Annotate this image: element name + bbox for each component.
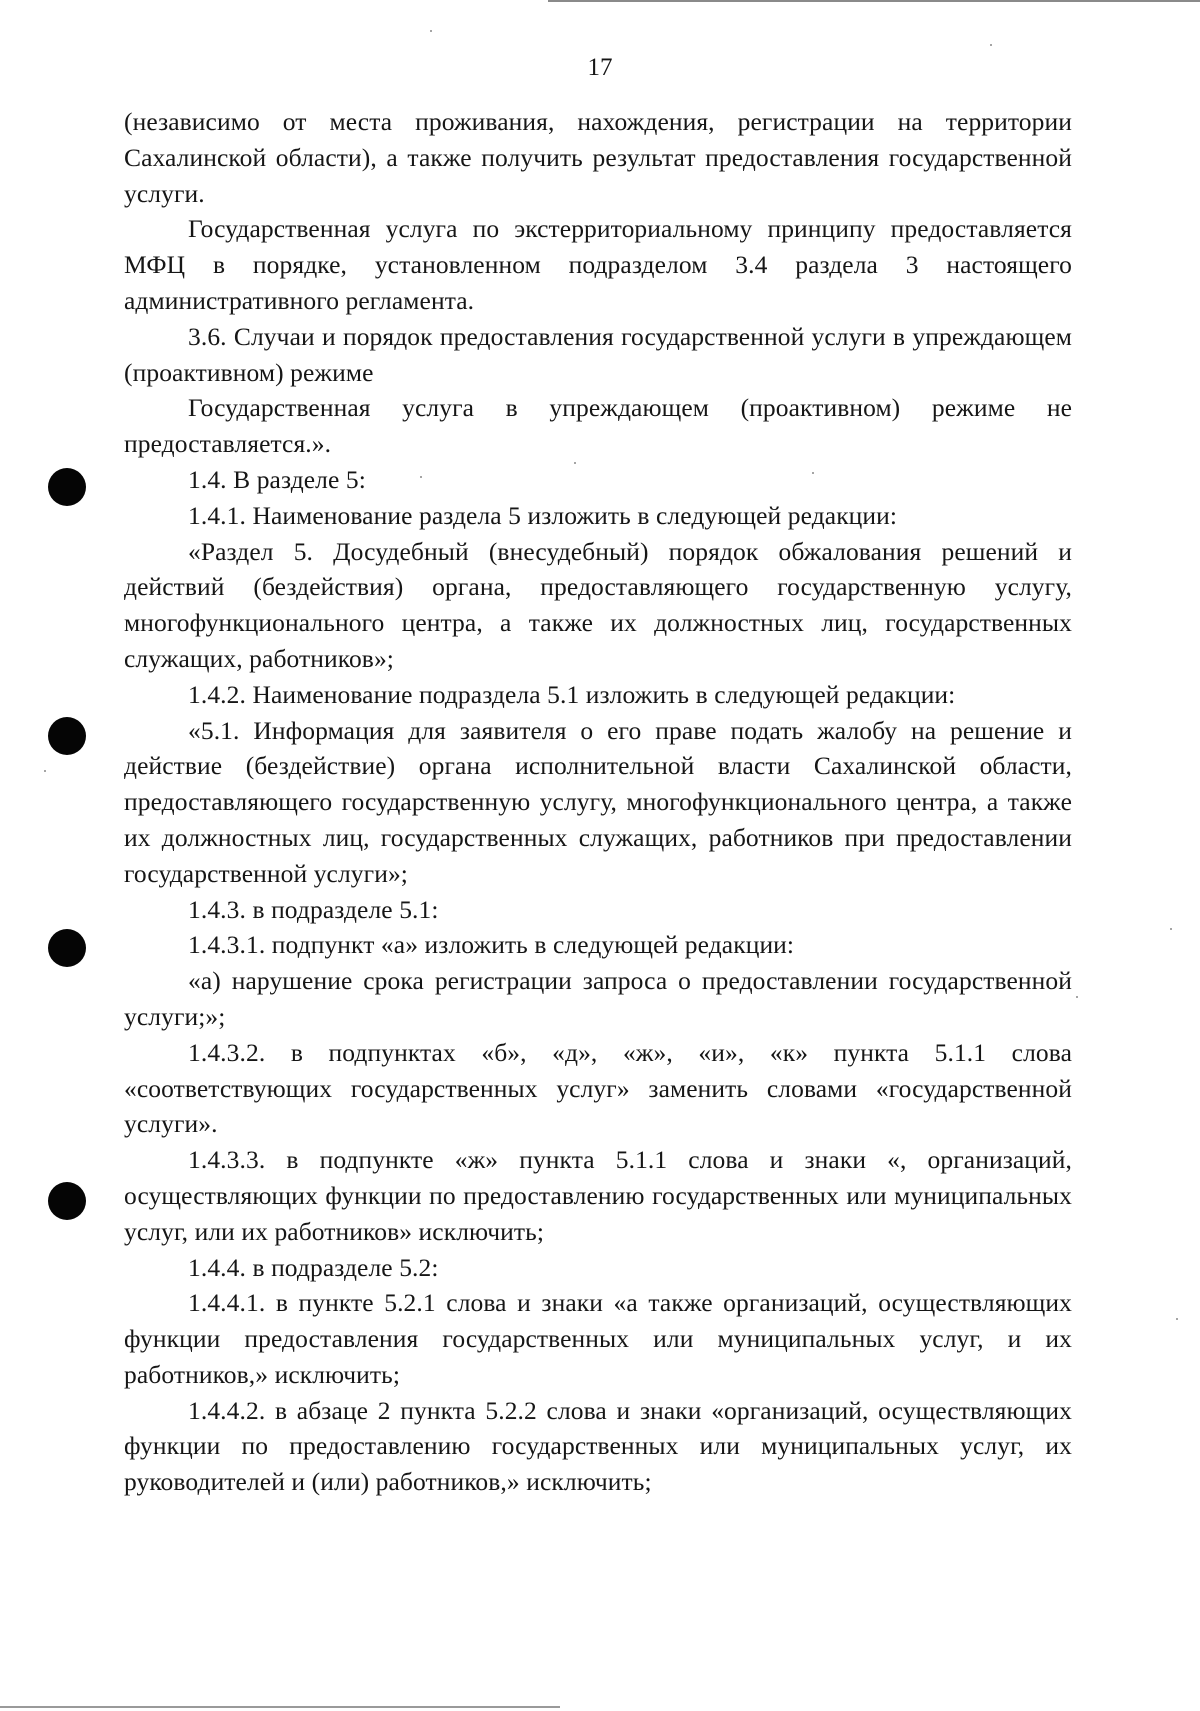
punch-hole bbox=[48, 717, 86, 755]
scan-speck bbox=[44, 770, 46, 772]
punch-hole bbox=[48, 1182, 86, 1220]
punch-hole bbox=[48, 929, 86, 967]
paragraph: 1.4.3.2. в подпунктах «б», «д», «ж», «и», «к» пункта 5.1.1 слова «соответствующих государственных услуг» заменить словами «государственной услуги». bbox=[124, 1037, 1072, 1139]
scan-speck bbox=[1176, 1318, 1178, 1320]
paragraph: 1.4.3. в подразделе 5.1: bbox=[188, 894, 439, 924]
scan-top-edge-line bbox=[548, 0, 1200, 2]
scan-speck bbox=[430, 30, 432, 32]
paragraph: «а) нарушение срока регистрации запроса о предоставлении государственной услуги;»; bbox=[124, 966, 1072, 1031]
paragraph: 1.4.3.1. подпункт «а» изложить в следующей редакции: bbox=[188, 930, 795, 960]
scan-speck bbox=[1076, 996, 1078, 998]
punch-hole bbox=[48, 468, 86, 506]
paragraph: Государственная услуга в упреждающем (проактивном) режиме не предоставляется.». bbox=[124, 393, 1072, 459]
paragraph: 1.4.4. в подразделе 5.2: bbox=[188, 1252, 439, 1282]
page-number: 17 bbox=[587, 54, 613, 81]
scan-bottom-edge-line bbox=[0, 1706, 560, 1708]
paragraph: 1.4.2. Наименование подраздела 5.1 изложить в следующей редакции: bbox=[188, 679, 956, 709]
paragraph: «Раздел 5. Досудебный (внесудебный) порядок обжалования решений и действий (бездействия) органа, предоставляющего государственную услугу, многофункционального центра, а также их должностных лиц, государственных служащих, работников»; bbox=[124, 536, 1072, 673]
paragraph: (независимо от места проживания, нахождения, регистрации на территории Сахалинской области), а также получить результат предоставления государственной услуги. bbox=[124, 107, 1072, 208]
scan-speck bbox=[990, 44, 992, 46]
paragraph: 3.6. Случаи и порядок предоставления государственной услуги в упреждающем (проактивном) режиме bbox=[124, 321, 1072, 387]
paragraph: 1.4. В разделе 5: bbox=[188, 464, 366, 494]
paragraph: 1.4.1. Наименование раздела 5 изложить в следующей редакции: bbox=[188, 500, 898, 530]
scan-speck bbox=[1170, 928, 1172, 930]
paragraph: «5.1. Информация для заявителя о его праве подать жалобу на решение и действие (бездействие) органа исполнительной власти Сахалинской области, предоставляющего государственную услугу, многофункционального центра, а также их должностных лиц, государственных служащих, работников при предоставлении государственной услуги»; bbox=[124, 715, 1072, 888]
paragraph: Государственная услуга по экстерриториальному принципу предоставляется МФЦ в порядке, установленном подразделом 3.4 раздела 3 настоящего административного регламента. bbox=[124, 214, 1072, 315]
paragraph: 1.4.4.2. в абзаце 2 пункта 5.2.2 слова и знаки «организаций, осуществляющих функции по предоставлению государственных или муниципальных услуг, их руководителей и (или) работников,» исключить; bbox=[124, 1395, 1072, 1497]
paragraph: 1.4.4.1. в пункте 5.2.1 слова и знаки «а также организаций, осуществляющих функции предоставления государственных или муниципальных услуг, и их работников,» исключить; bbox=[124, 1288, 1072, 1389]
paragraph: 1.4.3.3. в подпункте «ж» пункта 5.1.1 слова и знаки «, организаций, осуществляющих функции по предоставлению государственных или муниципальных услуг, или их работников» исключить; bbox=[124, 1145, 1072, 1246]
document-body bbox=[124, 104, 1072, 1500]
